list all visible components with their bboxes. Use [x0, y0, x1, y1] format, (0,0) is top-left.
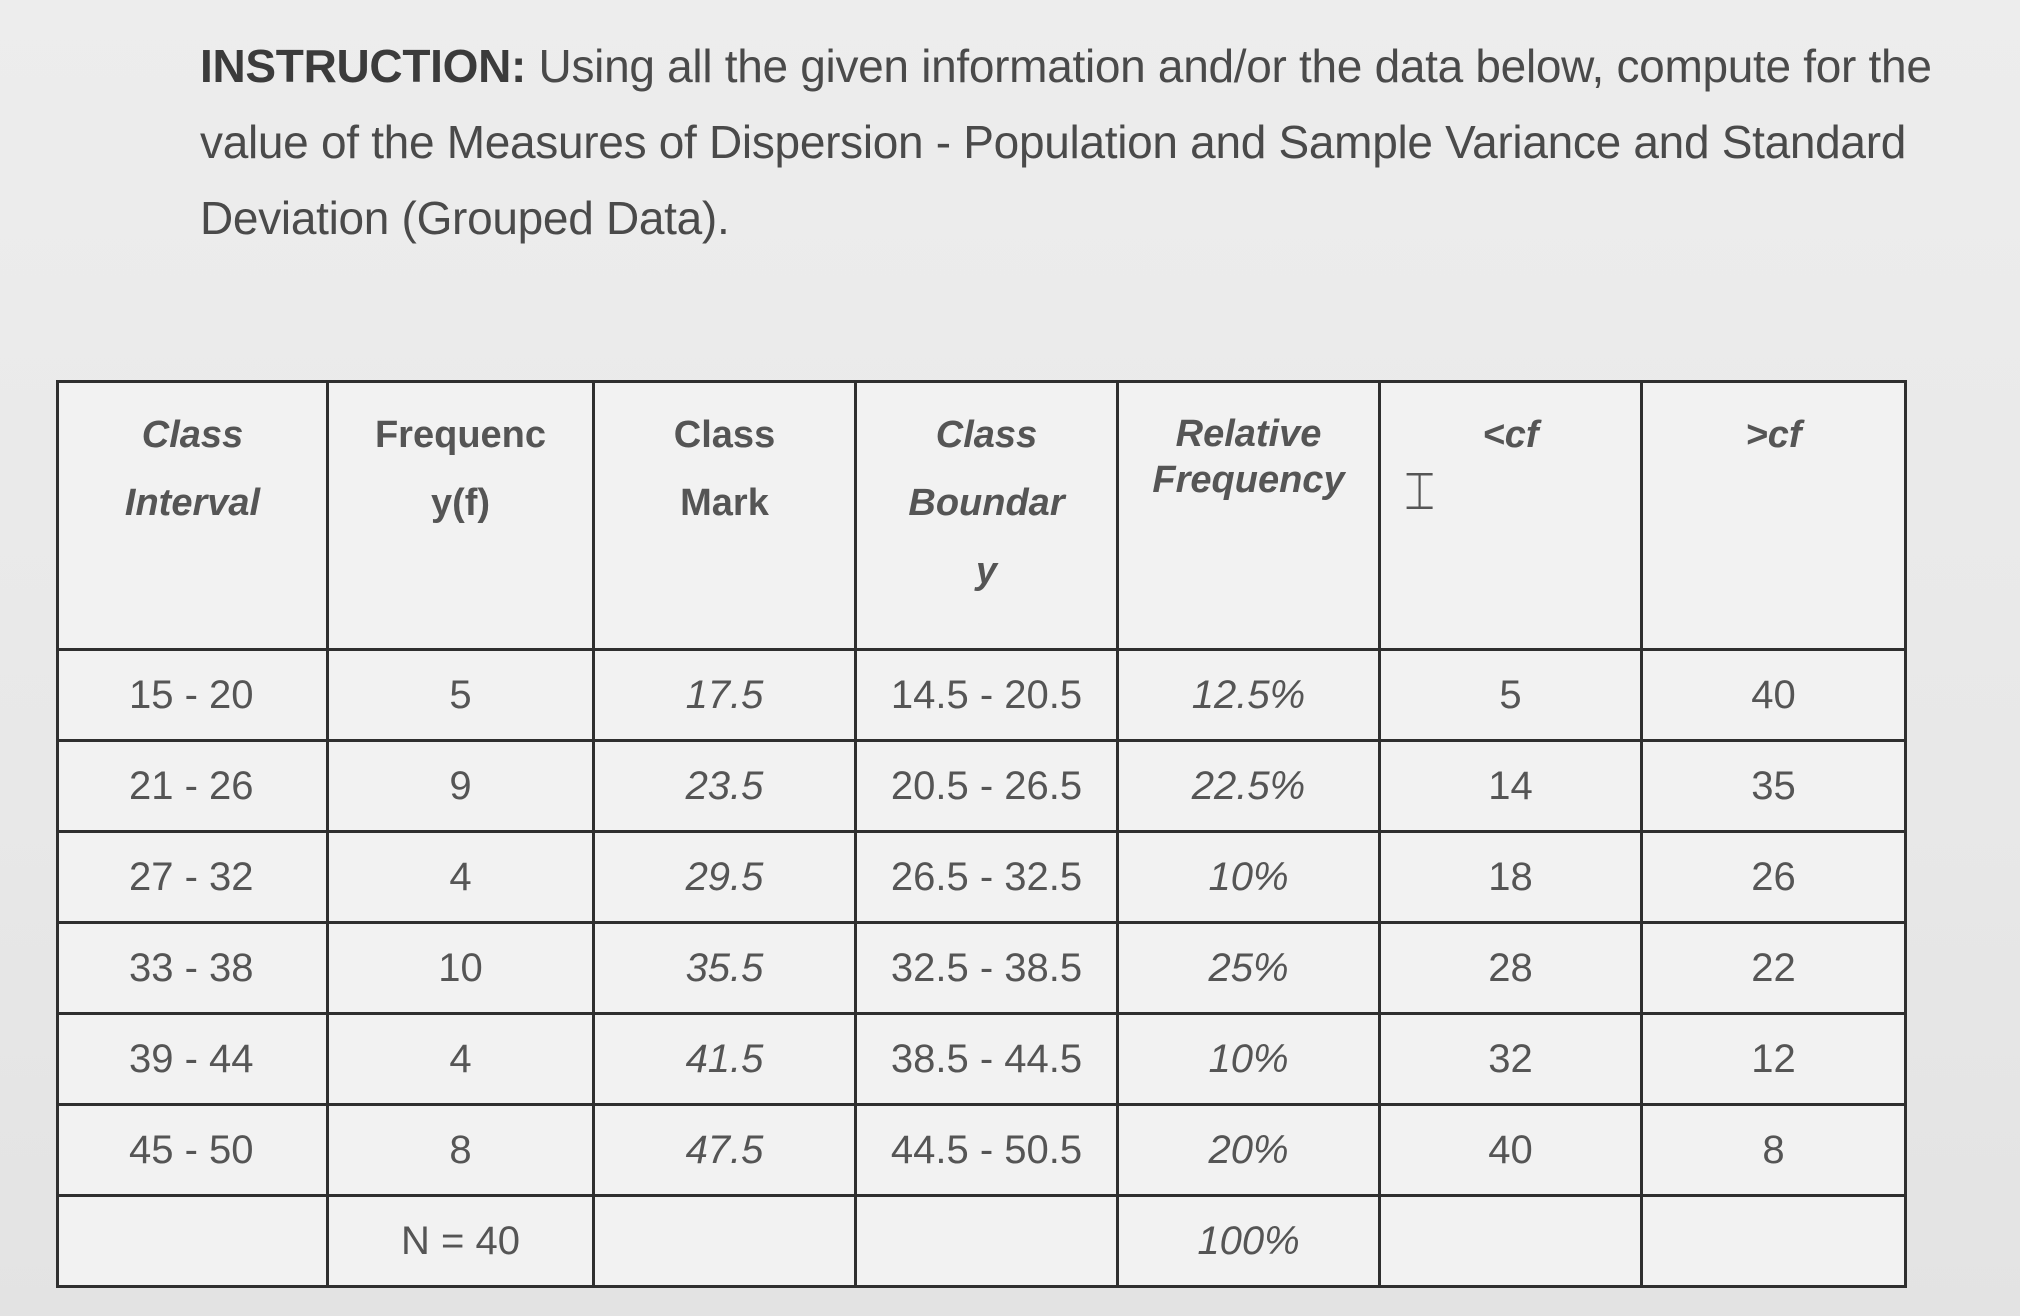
table-row: [58, 923, 1906, 1014]
cell-class-boundary: 20.5 - 26.5: [856, 741, 1118, 832]
cell-total-empty: [1380, 1196, 1642, 1287]
cell-frequency: 10: [328, 923, 594, 1014]
cell-total-empty: [58, 1196, 328, 1287]
header-relative-frequency: Relative Frequency: [1118, 382, 1380, 650]
cell-class-interval: 27 - 32: [58, 832, 328, 923]
cell-total-empty: [594, 1196, 856, 1287]
cell-less-than-cf: 18: [1380, 832, 1642, 923]
header-class-interval: Class Interval: [58, 382, 328, 650]
totals-row: [58, 1196, 1906, 1287]
cell-class-mark: 41.5: [594, 1014, 856, 1105]
cell-class-boundary: 38.5 - 44.5: [856, 1014, 1118, 1105]
cell-class-boundary: 44.5 - 50.5: [856, 1105, 1118, 1196]
header-class-boundary: Class Boundar y: [856, 382, 1118, 650]
text-cursor-icon: ⌶: [1404, 462, 1436, 522]
cell-class-interval: 45 - 50: [58, 1105, 328, 1196]
cell-class-mark: 29.5: [594, 832, 856, 923]
cell-greater-than-cf: 22: [1642, 923, 1906, 1014]
cell-total-empty: [856, 1196, 1118, 1287]
instruction-text: Using all the given information and/or the data below, compute for the value of the Measures of Dispersion - Population and Sample Variance and Standard Deviation (Grouped Data).: [200, 40, 1932, 244]
instruction-label: INSTRUCTION:: [200, 40, 527, 92]
table-row: [58, 741, 1906, 832]
cell-greater-than-cf: 12: [1642, 1014, 1906, 1105]
cell-less-than-cf: 14: [1380, 741, 1642, 832]
instruction-paragraph: [200, 28, 1960, 256]
cell-less-than-cf: 28: [1380, 923, 1642, 1014]
table-row: [58, 832, 1906, 923]
header-greater-than-cf: >cf: [1642, 382, 1906, 650]
cell-frequency: 4: [328, 832, 594, 923]
header-row: [58, 382, 1906, 650]
cell-class-interval: 33 - 38: [58, 923, 328, 1014]
table-row: [58, 1105, 1906, 1196]
table-row: [58, 1014, 1906, 1105]
header-less-than-cf: <cf: [1380, 382, 1642, 650]
grouped-data-table: [56, 380, 1907, 1288]
cell-total-empty: [1642, 1196, 1906, 1287]
cell-less-than-cf: 5: [1380, 650, 1642, 741]
cell-class-interval: 15 - 20: [58, 650, 328, 741]
cell-total-relative-frequency: 100%: [1118, 1196, 1380, 1287]
cell-greater-than-cf: 40: [1642, 650, 1906, 741]
cell-class-mark: 17.5: [594, 650, 856, 741]
cell-class-boundary: 14.5 - 20.5: [856, 650, 1118, 741]
cell-class-interval: 21 - 26: [58, 741, 328, 832]
cell-relative-frequency: 12.5%: [1118, 650, 1380, 741]
cell-less-than-cf: 40: [1380, 1105, 1642, 1196]
cell-class-mark: 35.5: [594, 923, 856, 1014]
cell-relative-frequency: 20%: [1118, 1105, 1380, 1196]
cell-relative-frequency: 25%: [1118, 923, 1380, 1014]
cell-class-mark: 23.5: [594, 741, 856, 832]
cell-class-mark: 47.5: [594, 1105, 856, 1196]
cell-relative-frequency: 10%: [1118, 832, 1380, 923]
cell-class-interval: 39 - 44: [58, 1014, 328, 1105]
cell-frequency: 9: [328, 741, 594, 832]
header-frequency: Frequenc y(f): [328, 382, 594, 650]
cell-class-boundary: 26.5 - 32.5: [856, 832, 1118, 923]
cell-greater-than-cf: 35: [1642, 741, 1906, 832]
table-row: [58, 650, 1906, 741]
cell-frequency: 4: [328, 1014, 594, 1105]
cell-relative-frequency: 10%: [1118, 1014, 1380, 1105]
cell-greater-than-cf: 26: [1642, 832, 1906, 923]
cell-frequency: 5: [328, 650, 594, 741]
cell-relative-frequency: 22.5%: [1118, 741, 1380, 832]
cell-total-frequency: N = 40: [328, 1196, 594, 1287]
cell-less-than-cf: 32: [1380, 1014, 1642, 1105]
cell-frequency: 8: [328, 1105, 594, 1196]
cell-class-boundary: 32.5 - 38.5: [856, 923, 1118, 1014]
cell-greater-than-cf: 8: [1642, 1105, 1906, 1196]
header-class-mark: Class Mark: [594, 382, 856, 650]
